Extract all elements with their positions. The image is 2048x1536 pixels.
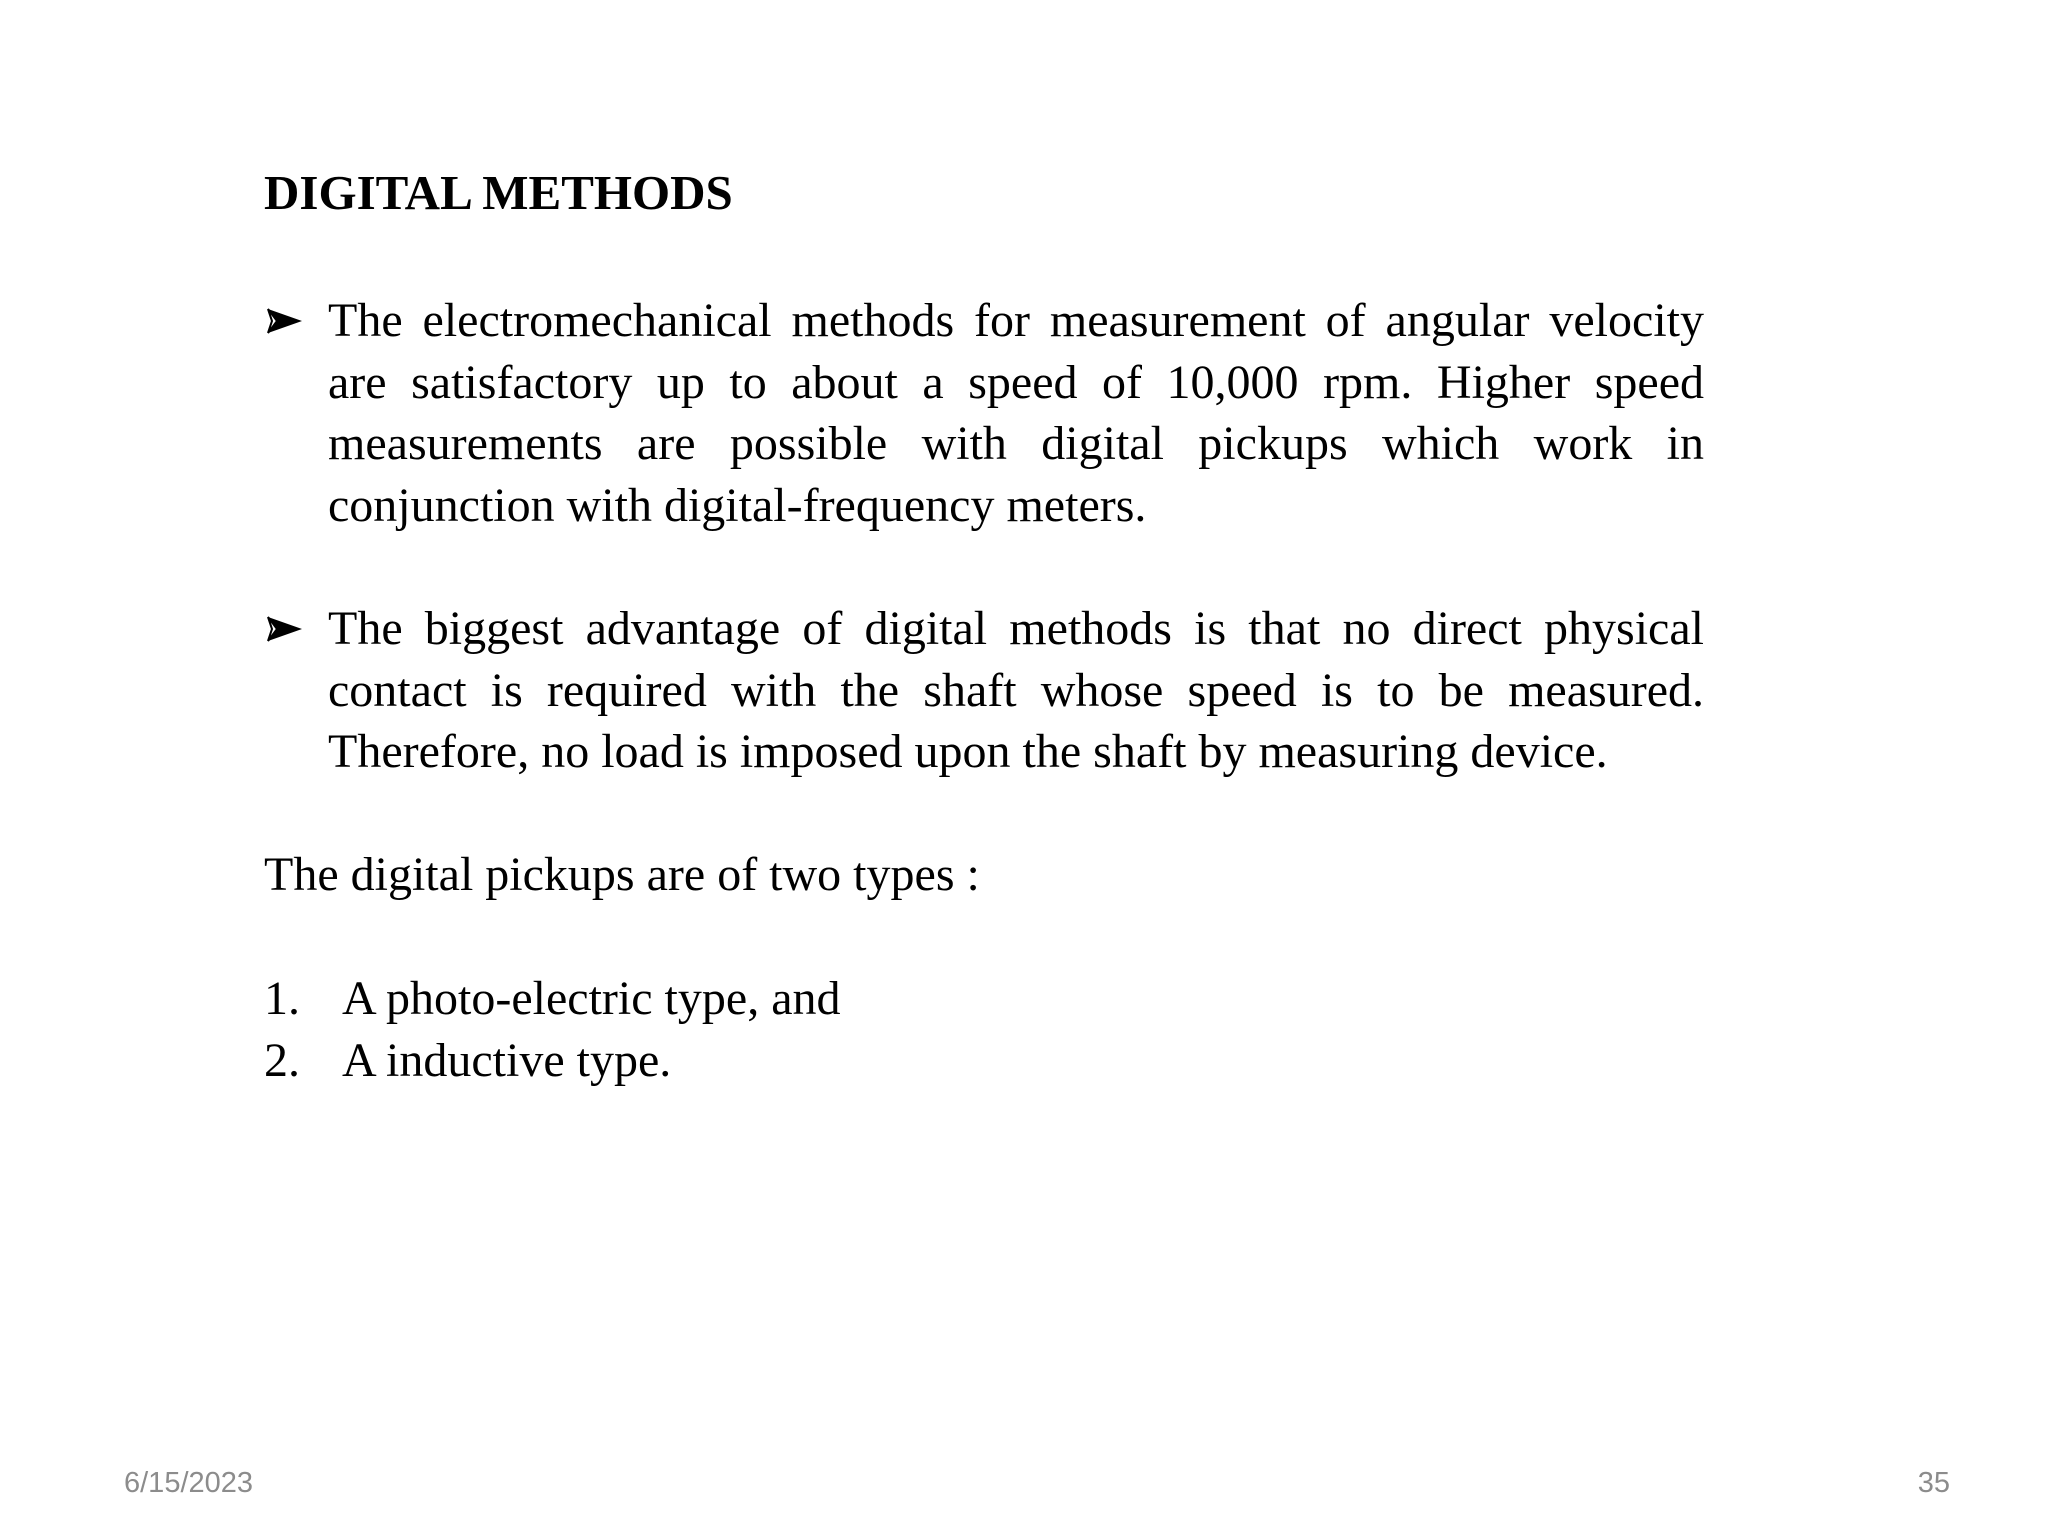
list-item — [264, 1030, 841, 1092]
types-intro: The digital pickups are of two types : — [264, 848, 980, 901]
bullet-item — [264, 290, 1704, 536]
footer-date: 6/15/2023 — [124, 1467, 254, 1499]
arrowhead-bullet-icon — [264, 616, 306, 642]
bullet-item — [264, 598, 1704, 783]
types-list — [264, 968, 841, 1091]
list-number: 1. — [264, 972, 300, 1025]
list-number: 2. — [264, 1033, 300, 1087]
footer-page-number: 35 — [1917, 1467, 1950, 1499]
list-text: A inductive type. — [342, 1033, 672, 1087]
slide-title: DIGITAL METHODS — [264, 165, 733, 220]
bullet-text: The electromechanical methods for measurement of angular velocity are satisfactory up to about a speed of 10,000 rpm. Higher speed measurements are possible with digital pickups which work in conjunction with digital-frequency meters. — [328, 294, 1704, 532]
bullet-text: The biggest advantage of digital methods is that no direct physical contact is required with the shaft whose speed is to be measured. Therefore, no load is imposed upon the shaft by measuring device. — [328, 602, 1704, 778]
arrowhead-bullet-icon — [264, 308, 306, 334]
list-item — [264, 968, 841, 1030]
list-text: A photo-electric type, and — [342, 972, 841, 1025]
